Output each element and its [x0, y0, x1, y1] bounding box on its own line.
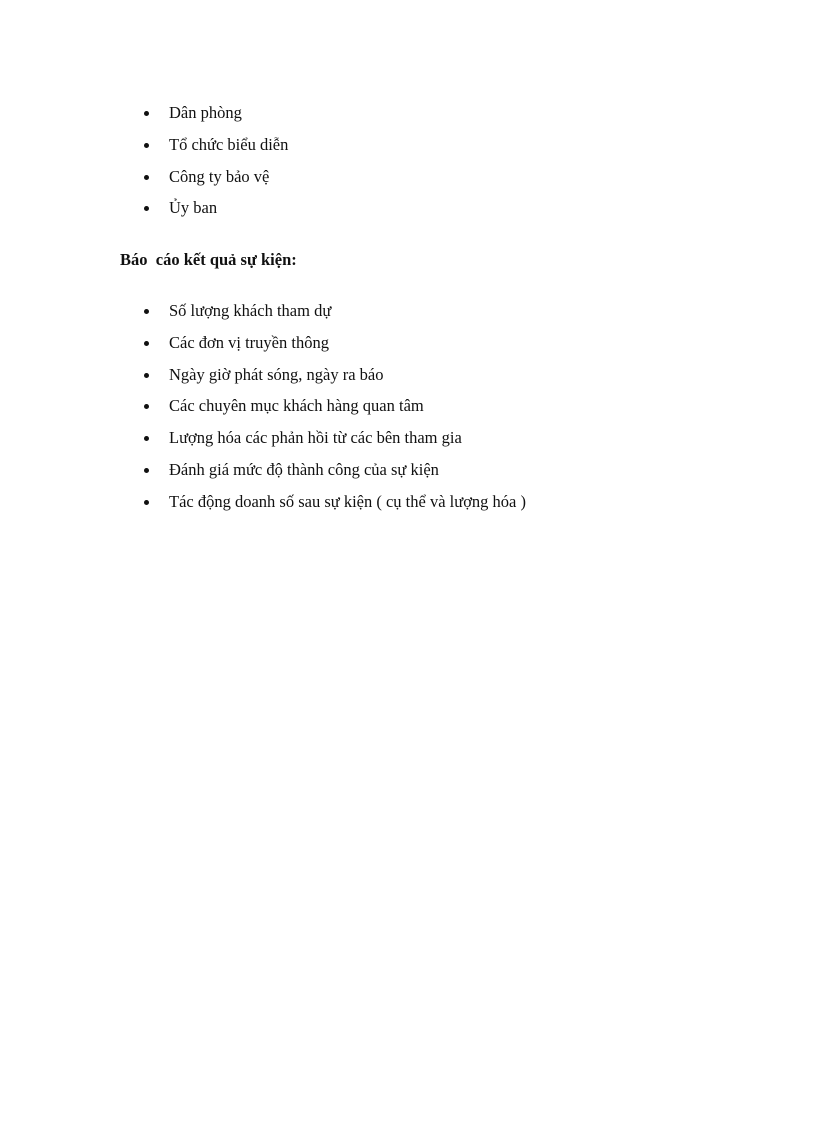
list-item — [140, 129, 288, 161]
list-item-text: Số lượng khách tham dự — [169, 301, 332, 320]
list-item — [140, 486, 526, 518]
list-item-text: Lượng hóa các phản hồi từ các bên tham gia — [169, 428, 462, 448]
list-item-text: Ủy ban — [169, 198, 218, 218]
list-item — [140, 295, 526, 327]
list-item — [140, 359, 526, 391]
list-item-text: Các đơn vị truyền thông — [169, 332, 329, 352]
bullet-icon — [144, 500, 149, 505]
bullet-icon — [144, 468, 149, 473]
report-results-list — [140, 295, 526, 518]
list-item — [140, 454, 526, 486]
list-item-text: Tổ chức biểu diễn — [169, 134, 289, 154]
list-item-text: Đánh giá mức độ thành công của sự kiện — [169, 459, 439, 479]
bullet-icon — [144, 373, 149, 378]
list-item-text: Công ty bảo vệ — [169, 166, 270, 186]
list-item-text: Ngày giờ phát sóng, ngày ra báo — [169, 364, 384, 384]
bullet-icon — [144, 309, 149, 314]
list-item-text: Dân phòng — [169, 103, 242, 122]
bullet-icon — [144, 206, 149, 211]
bullet-icon — [144, 404, 149, 409]
list-item — [140, 97, 288, 129]
list-item-text: Tác động doanh số sau sự kiện ( cụ thể và lượng hóa ) — [169, 491, 526, 511]
list-item — [140, 422, 526, 454]
bullet-icon — [144, 341, 149, 346]
bullet-icon — [144, 436, 149, 441]
list-item — [140, 327, 526, 359]
bullet-icon — [144, 143, 149, 148]
stakeholder-list — [140, 97, 288, 224]
list-item — [140, 192, 288, 224]
list-item — [140, 390, 526, 422]
bullet-icon — [144, 175, 149, 180]
bullet-icon — [144, 111, 149, 116]
list-item — [140, 161, 288, 193]
list-item-text: Các chuyên mục khách hàng quan tâm — [169, 396, 424, 416]
section-heading: Báo cáo kết quả sự kiện: — [120, 250, 297, 269]
